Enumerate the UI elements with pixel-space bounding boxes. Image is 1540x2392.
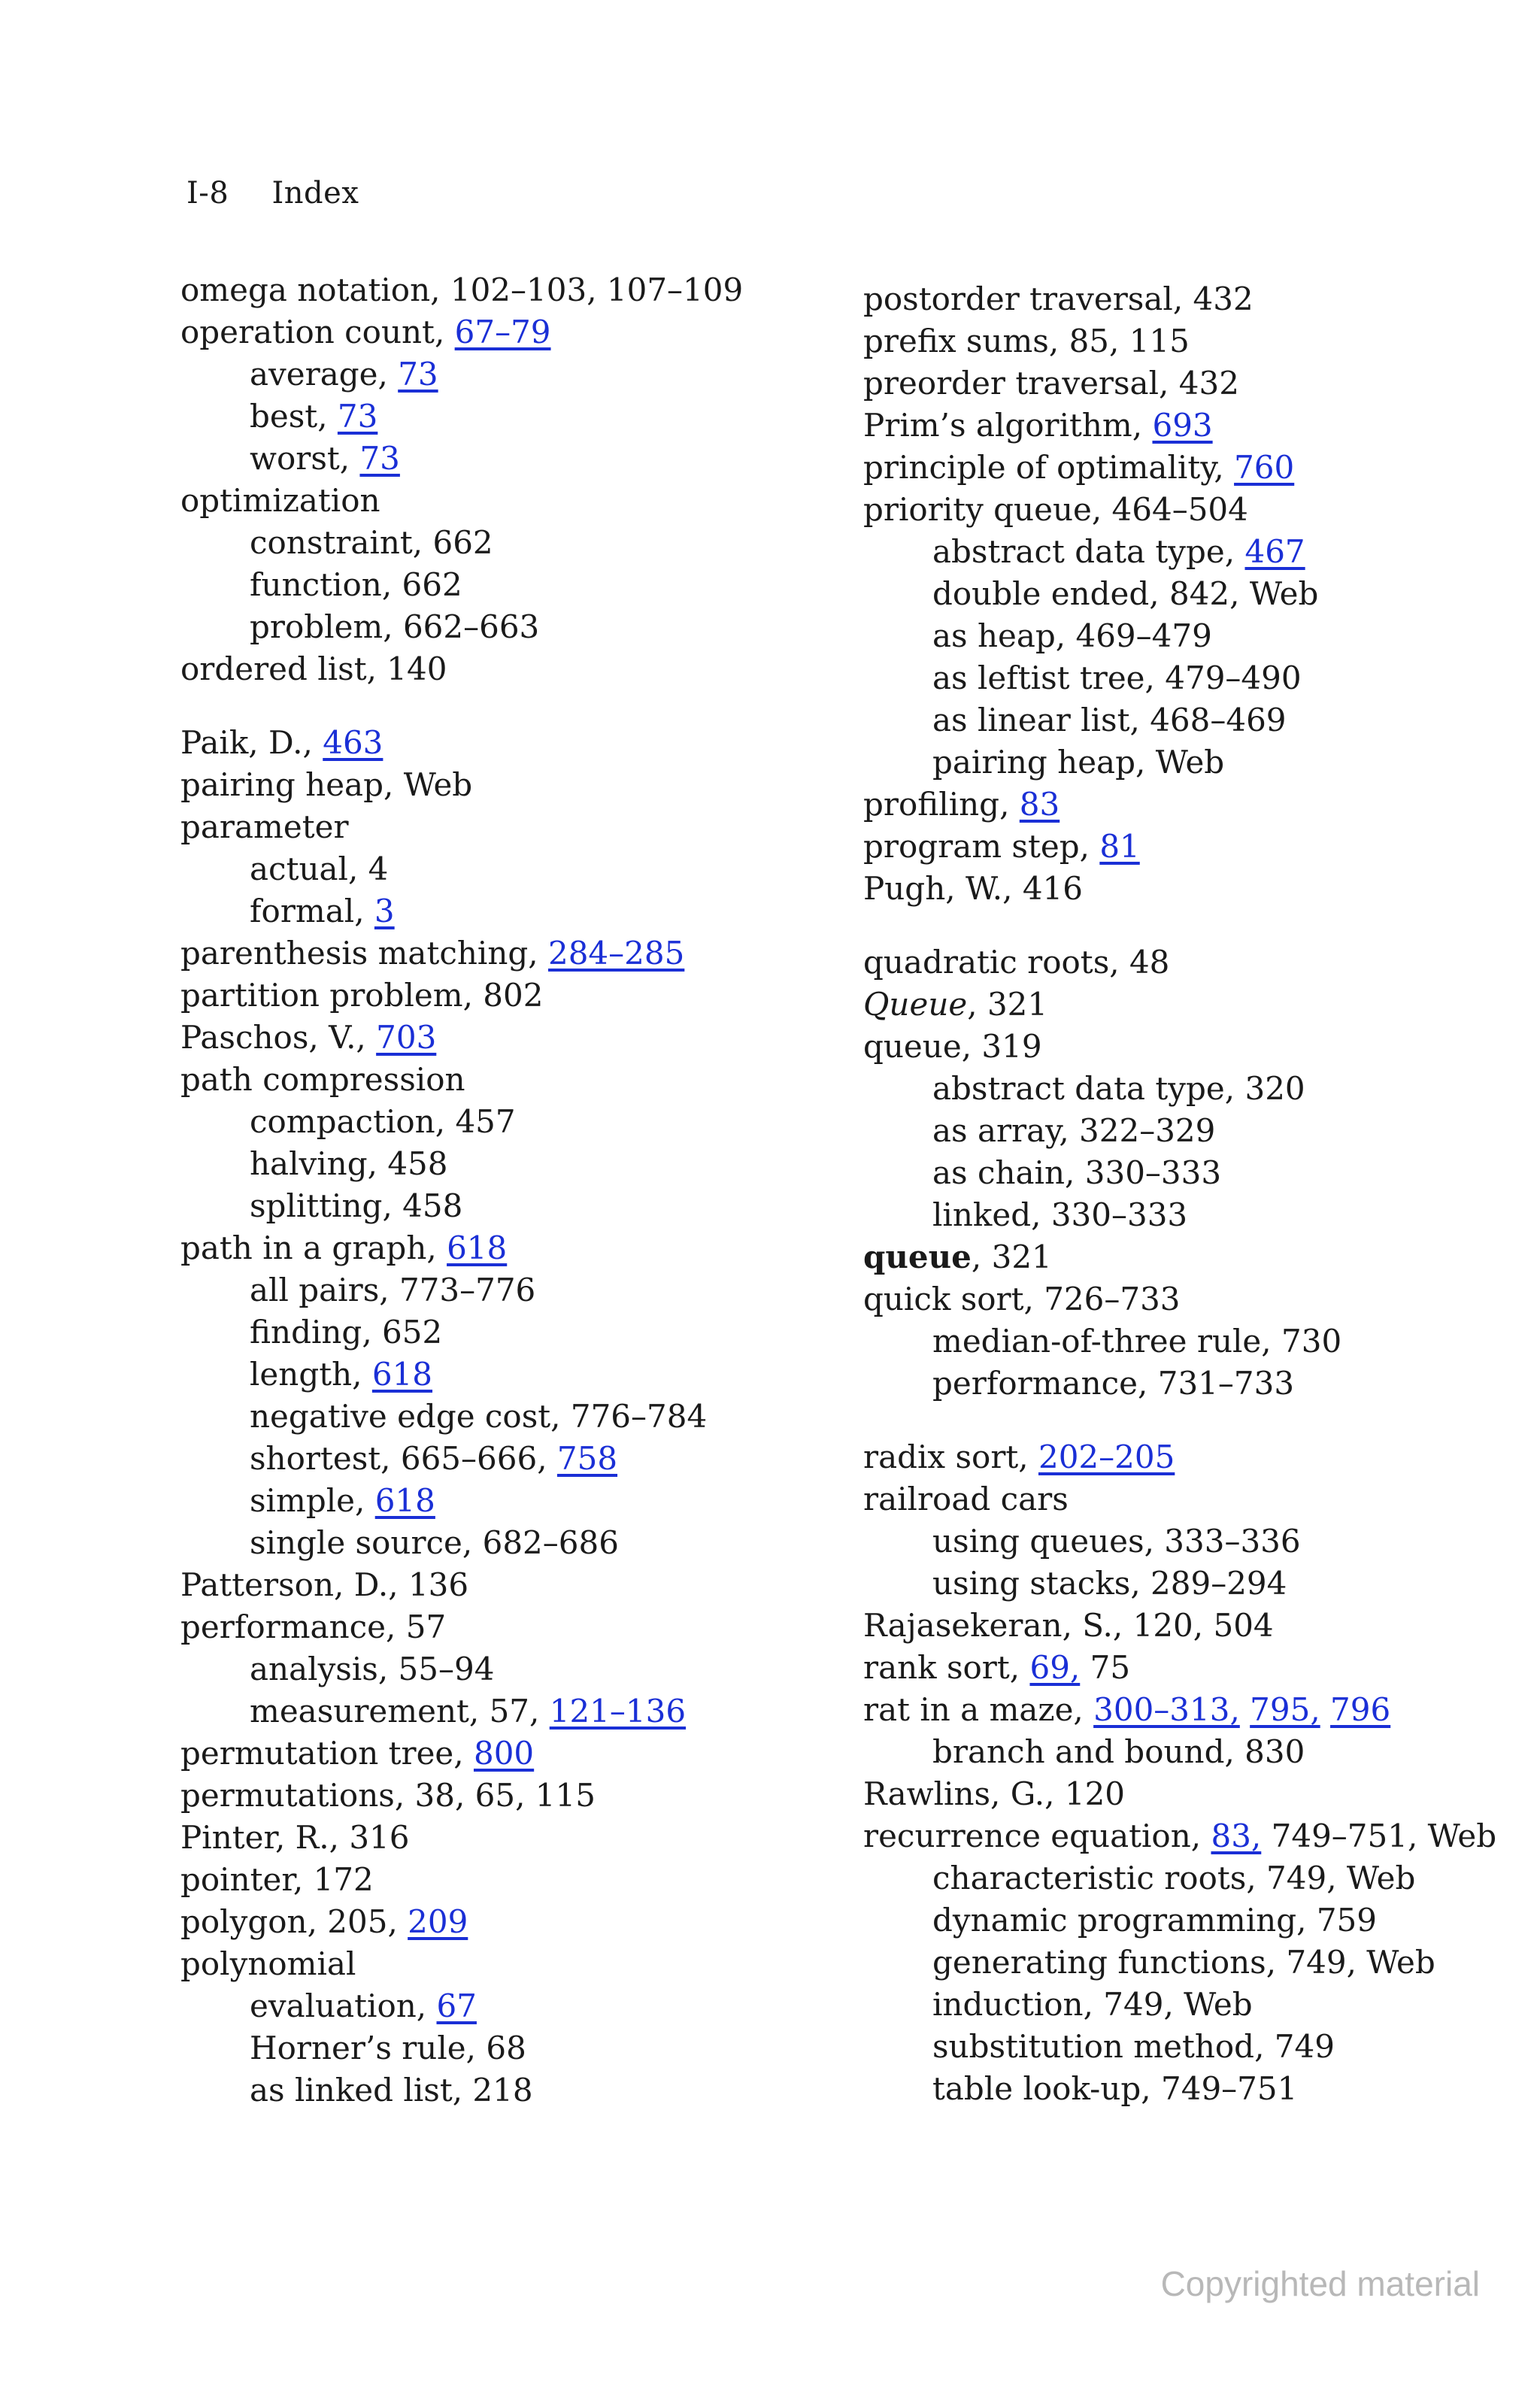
index-term: using stacks (932, 1565, 1131, 1602)
index-term: profiling (863, 786, 1000, 823)
index-term: permutations (180, 1777, 395, 1814)
index-term: analysis (250, 1651, 378, 1687)
page-link[interactable]: 69, (1029, 1649, 1081, 1686)
page-reference: 830 (1244, 1733, 1305, 1770)
index-subentry: as leftist tree, 479–490 (932, 659, 1302, 696)
index-term: median-of-three rule (932, 1323, 1262, 1360)
page-link[interactable]: 67 (436, 1987, 477, 2024)
index-term: queue (863, 1238, 972, 1275)
index-term: permutation tree (180, 1735, 454, 1772)
index-term: Pinter, R. (180, 1819, 329, 1856)
index-entry: preorder traversal, 432 (863, 365, 1239, 402)
index-entry: Queue, 321 (863, 986, 1048, 1023)
index-term: length (250, 1356, 353, 1393)
index-entry: quick sort, 726–733 (863, 1281, 1181, 1317)
index-subentry: characteristic roots, 749, Web (932, 1860, 1416, 1896)
index-entry: recurrence equation, 83, 749–751, Web (863, 1817, 1497, 1854)
page-link[interactable]: 760 (1234, 449, 1295, 486)
index-term: as chain (932, 1154, 1066, 1191)
index-term: table look-up (932, 2070, 1141, 2107)
index-entry: queue, 319 (863, 1028, 1042, 1065)
index-entry: permutations, 38, 65, 115 (180, 1777, 596, 1814)
page-reference: 120, 504 (1132, 1607, 1274, 1644)
index-term: compaction (250, 1103, 435, 1140)
index-entry: principle of optimality, 760 (863, 449, 1295, 486)
index-term: recurrence equation (863, 1817, 1191, 1854)
index-entry: path in a graph, 618 (180, 1229, 508, 1266)
index-term: function (250, 566, 382, 603)
index-term: priority queue (863, 491, 1092, 528)
index-subentry: double ended, 842, Web (932, 575, 1319, 612)
index-subentry: formal, 3 (250, 893, 395, 929)
page-reference: 321 (987, 986, 1048, 1023)
page-reference: 38, 65, 115 (414, 1777, 596, 1814)
running-head-title: Index (271, 176, 359, 211)
page-reference: 48 (1129, 944, 1170, 981)
page-reference: 749, Web (1266, 1860, 1416, 1896)
index-term: dynamic programming (932, 1902, 1297, 1939)
index-subentry: table look-up, 749–751 (932, 2070, 1298, 2107)
index-entry (180, 480, 782, 522)
index-entry: operation count, 67–79 (180, 314, 551, 350)
page-link[interactable]: 73 (398, 356, 438, 393)
index-entry: performance, 57 (180, 1608, 447, 1645)
index-term: omega notation (180, 271, 431, 308)
index-entry: Rawlins, G., 120 (863, 1775, 1126, 1812)
index-term: simple (250, 1482, 355, 1519)
page-reference: 662 (402, 566, 462, 603)
running-head (186, 176, 359, 211)
index-entry (180, 1059, 782, 1101)
page-link[interactable]: 81 (1099, 828, 1140, 865)
index-subentry: generating functions, 749, Web (932, 1944, 1435, 1981)
index-subentry: performance, 731–733 (932, 1365, 1295, 1402)
page-reference: 479–490 (1165, 659, 1302, 696)
index-subentry: finding, 652 (250, 1314, 443, 1351)
index-term: rank sort (863, 1649, 1010, 1686)
index-entry: rat in a maze, 300–313, 795, 796 (863, 1691, 1391, 1728)
index-entry: profiling, 83 (863, 786, 1060, 823)
index-term: constraint (250, 524, 413, 561)
page-link[interactable]: 202–205 (1038, 1439, 1175, 1475)
index-subentry: shortest, 665–666, 758 (250, 1440, 618, 1477)
index-entry: ordered list, 140 (180, 650, 447, 687)
index-subentry: using stacks, 289–294 (932, 1565, 1287, 1602)
page-link[interactable]: 83 (1019, 786, 1060, 823)
index-subentry: as linked list, 218 (250, 2072, 533, 2109)
page-reference: 205 (327, 1903, 388, 1940)
index-subentry: worst, 73 (250, 440, 400, 477)
index-term: Paschos, V. (180, 1019, 356, 1056)
index-subentry: length, 618 (250, 1356, 433, 1393)
page-link[interactable]: 758 (556, 1440, 618, 1477)
index-entry: Rajasekeran, S., 120, 504 (863, 1607, 1274, 1644)
index-term: queue (863, 1028, 962, 1065)
page-reference: 102–103, 107–109 (450, 271, 744, 308)
index-subentry: Horner’s rule, 68 (250, 2030, 526, 2066)
index-entry: pointer, 172 (180, 1861, 374, 1898)
index-entry: Paik, D., 463 (180, 724, 383, 761)
page-reference: 749 (1274, 2028, 1335, 2065)
page-link[interactable]: 209 (408, 1903, 468, 1940)
index-term: substitution method (932, 2028, 1255, 2065)
page-reference: 662 (432, 524, 493, 561)
index-subentry: pairing heap, Web (932, 744, 1225, 781)
index-term: program step (863, 828, 1080, 865)
index-term: negative edge cost (250, 1398, 551, 1435)
index-entry: quadratic roots, 48 (863, 944, 1170, 981)
page-link[interactable]: 67–79 (454, 314, 551, 350)
page-reference: 322–329 (1079, 1112, 1216, 1149)
index-term: Queue (863, 986, 968, 1023)
page-link[interactable]: 3 (374, 893, 395, 929)
page-link[interactable]: 703 (376, 1019, 437, 1056)
index-term: rat in a maze (863, 1691, 1074, 1728)
index-term: Rawlins, G. (863, 1775, 1045, 1812)
index-term: branch and bound (932, 1733, 1225, 1770)
page-link[interactable]: 795, (1250, 1691, 1320, 1728)
page-reference: 289–294 (1150, 1565, 1287, 1602)
index-term: double ended (932, 575, 1150, 612)
index-entry: Paschos, V., 703 (180, 1019, 437, 1056)
index-entry: Pugh, W., 416 (863, 870, 1083, 907)
page-reference: 802 (483, 977, 544, 1014)
page-link[interactable]: 618 (374, 1482, 435, 1519)
index-entry: queue, 321 (863, 1238, 1052, 1275)
copyright-watermark: Copyrighted material (1160, 2264, 1480, 2303)
index-subentry: analysis, 55–94 (250, 1651, 495, 1687)
index-subentry: evaluation, 67 (250, 1987, 477, 2024)
index-term: performance (932, 1365, 1138, 1402)
index-column-right (863, 278, 1497, 2110)
index-term: quick sort (863, 1281, 1024, 1317)
index-term: formal (250, 893, 355, 929)
index-entry: partition problem, 802 (180, 977, 544, 1014)
index-term: evaluation (250, 1987, 417, 2024)
index-entry (180, 1943, 782, 1985)
index-term: postorder traversal (863, 280, 1173, 317)
page-link[interactable]: 300–313, (1093, 1691, 1240, 1728)
index-subentry: as chain, 330–333 (932, 1154, 1222, 1191)
index-term: finding (250, 1314, 362, 1351)
index-entry: permutation tree, 800 (180, 1735, 535, 1772)
index-subentry: using queues, 333–336 (932, 1523, 1301, 1560)
page-reference: 749, Web (1286, 1944, 1435, 1981)
page-reference: 330–333 (1050, 1196, 1188, 1233)
index-term: Horner’s rule (250, 2030, 466, 2066)
page-reference: 85, 115 (1069, 323, 1190, 359)
index-entry: omega notation, 102–103, 107–109 (180, 271, 744, 308)
index-term: as leftist tree (932, 659, 1145, 696)
page-reference: 464–504 (1111, 491, 1248, 528)
index-term: abstract data type (932, 533, 1225, 570)
index-term: average (250, 356, 378, 393)
page-link[interactable]: 618 (447, 1229, 508, 1266)
page-reference: 55–94 (398, 1651, 495, 1687)
page-reference: 57 (405, 1608, 447, 1645)
index-entry: program step, 81 (863, 828, 1140, 865)
index-subentry: substitution method, 749 (932, 2028, 1335, 2065)
index-entry: parenthesis matching, 284–285 (180, 935, 685, 972)
index-subentry: abstract data type, 467 (932, 533, 1305, 570)
page-reference: 731–733 (1157, 1365, 1295, 1402)
index-term: parameter (180, 808, 349, 845)
page-reference: 140 (387, 650, 447, 687)
page-reference: 218 (472, 2072, 533, 2109)
index-subentry: single source, 682–686 (250, 1524, 619, 1561)
page-reference: 432 (1178, 365, 1239, 402)
index-term: principle of optimality (863, 449, 1214, 486)
page-link[interactable]: 467 (1244, 533, 1305, 570)
page-link[interactable]: 800 (473, 1735, 535, 1772)
page-reference: 759 (1316, 1902, 1377, 1939)
page-link[interactable]: 73 (337, 398, 378, 435)
page-link[interactable]: 463 (323, 724, 383, 761)
page-reference: 136 (408, 1566, 469, 1603)
index-term: operation count (180, 314, 435, 350)
index-subentry: all pairs, 773–776 (250, 1272, 536, 1308)
page-link[interactable]: 284–285 (547, 935, 685, 972)
index-term: Patterson, D. (180, 1566, 389, 1603)
index-term: path in a graph (180, 1229, 427, 1266)
page-reference: 320 (1244, 1070, 1305, 1107)
page-reference: 773–776 (399, 1272, 536, 1308)
index-term: Pugh, W. (863, 870, 1003, 907)
page-folio: I-8 (186, 176, 229, 211)
index-subentry: as array, 322–329 (932, 1112, 1216, 1149)
index-term: prefix sums (863, 323, 1049, 359)
index-term: partition problem (180, 977, 463, 1014)
index-subentry: average, 73 (250, 356, 438, 393)
index-term: worst (250, 440, 340, 477)
page-link[interactable]: 618 (371, 1356, 433, 1393)
index-column-left (180, 269, 782, 2112)
index-term: railroad cars (863, 1481, 1069, 1517)
index-term: linked (932, 1196, 1032, 1233)
page-reference: 316 (349, 1819, 410, 1856)
index-subentry: splitting, 458 (250, 1187, 463, 1224)
index-term: as linked list (250, 2072, 453, 2109)
index-term: generating functions (932, 1944, 1266, 1981)
index-entry (180, 806, 782, 848)
index-entry: prefix sums, 85, 115 (863, 323, 1190, 359)
page-reference: 726–733 (1044, 1281, 1181, 1317)
page-reference: 330–333 (1084, 1154, 1222, 1191)
page-link[interactable]: 693 (1152, 407, 1213, 444)
index-term: Rajasekeran, S. (863, 1607, 1113, 1644)
index-entry: radix sort, 202–205 (863, 1439, 1175, 1475)
page-reference: 652 (382, 1314, 443, 1351)
page-reference: 458 (387, 1145, 448, 1182)
page-reference: 682–686 (482, 1524, 619, 1561)
index-term: single source (250, 1524, 462, 1561)
index-subentry: simple, 618 (250, 1482, 435, 1519)
page-reference: 416 (1022, 870, 1083, 907)
index-subentry: median-of-three rule, 730 (932, 1323, 1342, 1360)
index-term: all pairs (250, 1272, 380, 1308)
index-subentry: actual, 4 (250, 850, 389, 887)
page-reference: Web (403, 766, 473, 803)
index-term: optimization (180, 482, 380, 519)
index-subentry: as heap, 469–479 (932, 617, 1212, 654)
index-subentry: as linear list, 468–469 (932, 702, 1287, 738)
page-reference: 665–666 (400, 1440, 538, 1477)
index-term: as array (932, 1112, 1060, 1149)
page-reference: 432 (1193, 280, 1254, 317)
page-reference: 468–469 (1150, 702, 1287, 738)
index-subentry: best, 73 (250, 398, 378, 435)
page-reference: 749, Web (1103, 1986, 1253, 2023)
index-entry: Patterson, D., 136 (180, 1566, 469, 1603)
index-entry (863, 1478, 1465, 1520)
index-term: splitting (250, 1187, 383, 1224)
page-link[interactable]: 796 (1330, 1691, 1391, 1728)
index-term: as heap (932, 617, 1056, 654)
index-subentry: problem, 662–663 (250, 608, 540, 645)
page-reference: 68 (486, 2030, 526, 2066)
index-entry: postorder traversal, 432 (863, 280, 1254, 317)
index-term: ordered list (180, 650, 367, 687)
page-reference: 469–479 (1075, 617, 1212, 654)
index-subentry: linked, 330–333 (932, 1196, 1188, 1233)
page-link[interactable]: 73 (359, 440, 400, 477)
index-term: Prim’s algorithm (863, 407, 1132, 444)
index-term: performance (180, 1608, 387, 1645)
index-term: pointer (180, 1861, 293, 1898)
index-term: characteristic roots (932, 1860, 1247, 1896)
page-reference: 333–336 (1164, 1523, 1301, 1560)
index-subentry: negative edge cost, 776–784 (250, 1398, 708, 1435)
index-subentry: constraint, 662 (250, 524, 493, 561)
page-reference: 57 (489, 1693, 530, 1730)
index-subentry: compaction, 457 (250, 1103, 516, 1140)
index-entry: pairing heap, Web (180, 766, 473, 803)
index-term: abstract data type (932, 1070, 1225, 1107)
index-entry: rank sort, 69, 75 (863, 1649, 1131, 1686)
page-reference: 457 (455, 1103, 516, 1140)
page-reference: 749–751, Web (1271, 1817, 1497, 1854)
page-link[interactable]: 121–136 (549, 1693, 687, 1730)
index-subentry: measurement, 57, 121–136 (250, 1693, 687, 1730)
index-term: pairing heap (932, 744, 1135, 781)
index-term: polygon (180, 1903, 308, 1940)
index-term: as linear list (932, 702, 1130, 738)
index-term: preorder traversal (863, 365, 1160, 402)
index-entry: Pinter, R., 316 (180, 1819, 410, 1856)
page-reference: 458 (402, 1187, 463, 1224)
index-subentry: halving, 458 (250, 1145, 448, 1182)
index-subentry: abstract data type, 320 (932, 1070, 1305, 1107)
index-term: induction (932, 1986, 1084, 2023)
index-term: parenthesis matching (180, 935, 529, 972)
index-term: shortest (250, 1440, 381, 1477)
index-subentry: function, 662 (250, 566, 462, 603)
page-reference: 662–663 (402, 608, 540, 645)
index-entry: priority queue, 464–504 (863, 491, 1248, 528)
index-term: polynomial (180, 1945, 356, 1982)
index-term: pairing heap (180, 766, 383, 803)
index-term: path compression (180, 1061, 465, 1098)
index-term: measurement (250, 1693, 469, 1730)
index-subentry: branch and bound, 830 (932, 1733, 1305, 1770)
page-reference: 75 (1090, 1649, 1131, 1686)
page-reference: 776–784 (570, 1398, 708, 1435)
index-term: actual (250, 850, 348, 887)
index-entry: Prim’s algorithm, 693 (863, 407, 1213, 444)
index-term: halving (250, 1145, 368, 1182)
index-term: Paik, D. (180, 724, 303, 761)
index-subentry: induction, 749, Web (932, 1986, 1253, 2023)
index-term: quadratic roots (863, 944, 1110, 981)
page-reference: Web (1155, 744, 1225, 781)
page-reference: 730 (1281, 1323, 1342, 1360)
index-subentry: dynamic programming, 759 (932, 1902, 1377, 1939)
page-reference: 321 (991, 1238, 1052, 1275)
index-entry: polygon, 205, 209 (180, 1903, 468, 1940)
page-reference: 319 (981, 1028, 1042, 1065)
page-reference: 4 (368, 850, 389, 887)
page-link[interactable]: 83, (1211, 1817, 1262, 1854)
index-term: best (250, 398, 318, 435)
page-reference: 120 (1064, 1775, 1126, 1812)
index-term: radix sort (863, 1439, 1019, 1475)
page-reference: 749–751 (1161, 2070, 1298, 2107)
page-reference: 842, Web (1169, 575, 1319, 612)
index-term: problem (250, 608, 383, 645)
index-term: using queues (932, 1523, 1144, 1560)
page-reference: 172 (313, 1861, 374, 1898)
